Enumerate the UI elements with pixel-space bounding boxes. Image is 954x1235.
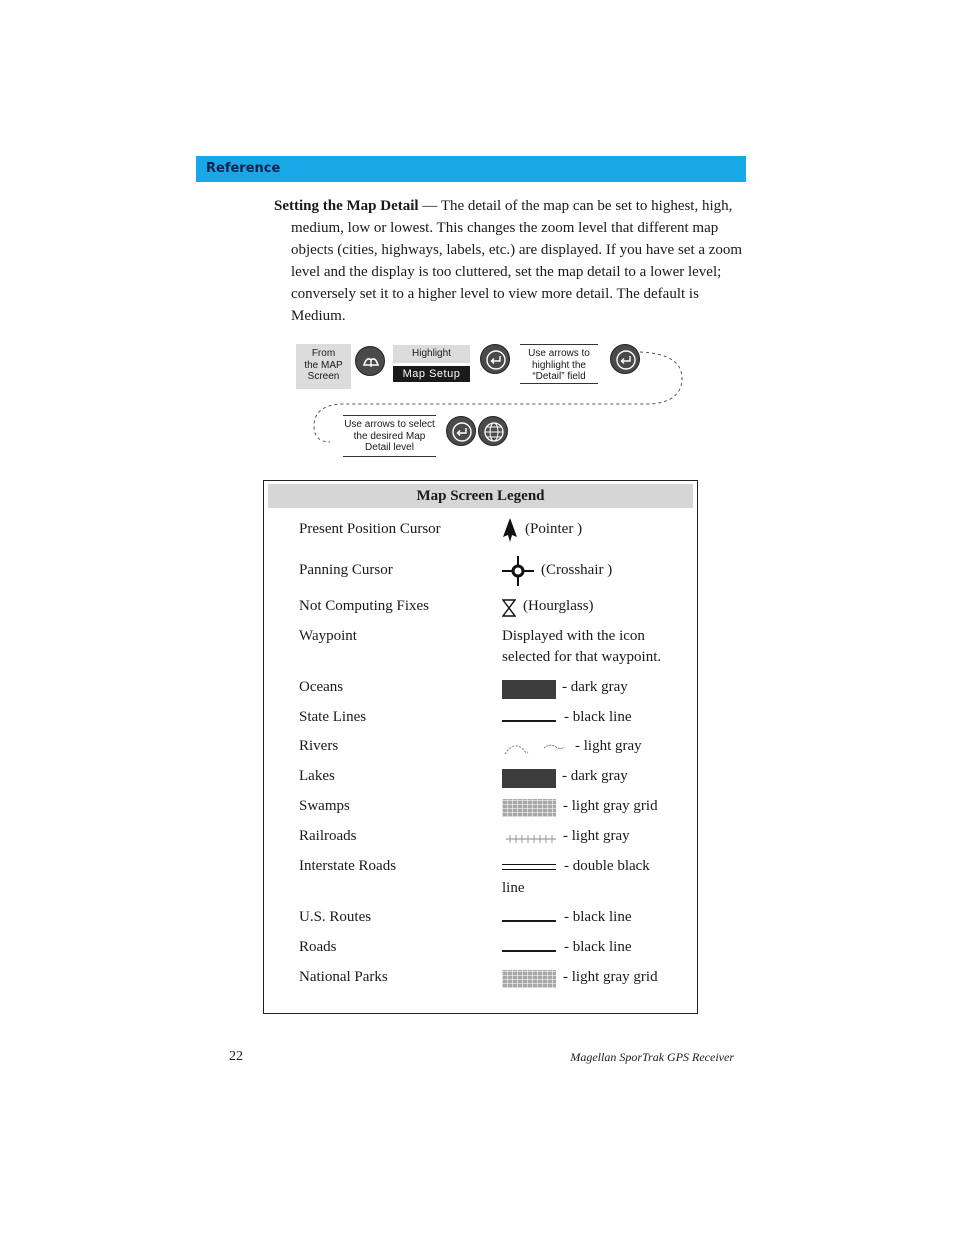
step-from-map-screen (296, 344, 351, 389)
legend-item-name: Rivers (299, 738, 339, 754)
railroad-swatch (502, 832, 558, 846)
step-select-detail-level (343, 415, 436, 457)
step-highlight: Highlight (393, 345, 470, 363)
legend-item-desc: - black line (564, 909, 632, 925)
legend-item-desc: - light gray grid (563, 798, 658, 814)
step-line: From (311, 348, 336, 359)
legend-item-desc: - double black (564, 858, 650, 874)
legend-item-desc: (Hourglass) (523, 598, 594, 614)
river-swatch (502, 738, 566, 758)
light-gray-grid-swatch (502, 970, 556, 988)
step-line: “Detail” field (532, 371, 586, 382)
pointer-icon (501, 517, 519, 543)
dark-gray-swatch (502, 769, 556, 788)
legend-item-name: Railroads (299, 828, 357, 844)
legend-title: Map Screen Legend (268, 484, 693, 508)
heading-dash: — (418, 198, 441, 214)
enter-button-icon (610, 344, 640, 374)
legend-item-desc: - black line (564, 709, 632, 725)
section-banner (196, 156, 746, 182)
step-line: Use arrows to select (344, 419, 435, 430)
legend-item-name: Roads (299, 939, 337, 955)
crosshair-icon (501, 555, 535, 587)
legend-item-name: State Lines (299, 709, 367, 725)
step-line: Screen (307, 371, 340, 382)
legend-item-name: Swamps (299, 798, 350, 814)
legend-item-desc: - black line (564, 939, 632, 955)
legend-item-name: Lakes (299, 768, 335, 784)
legend-item-desc: - dark gray (562, 679, 628, 695)
enter-button-icon (446, 416, 476, 446)
step-line: Use arrows to (528, 348, 590, 359)
paragraph-text: The detail of the map can be set to highest, high, medium, low or lowest. This changes the zoom level that different map objects (cities, highways, labels, etc.) are displayed. If you have set a zoom level and the display is too cluttered, set the map detail to a lower level; conversely set it to a higher level to view more detail. The default is Medium. (291, 198, 743, 324)
body-paragraph (274, 195, 747, 327)
step-line: highlight the (532, 359, 586, 371)
legend-item-desc: - light gray (575, 738, 642, 754)
enter-button-icon (480, 344, 510, 374)
legend-item-name: Panning Cursor (299, 562, 393, 578)
legend-item-name: Interstate Roads (299, 858, 397, 874)
legend-item-name: U.S. Routes (299, 909, 372, 925)
black-line-swatch (502, 920, 556, 922)
legend-item-desc: - dark gray (562, 768, 628, 784)
double-black-line-swatch (502, 864, 556, 870)
legend-item-desc: - light gray (563, 828, 630, 844)
black-line-swatch (502, 950, 556, 952)
paragraph-heading: Setting the Map Detail (274, 198, 419, 214)
legend-item-desc: Displayed with the icon selected for that waypoint. (502, 628, 662, 665)
legend-item-name: Present Position Cursor (299, 521, 441, 537)
step-highlight-detail (520, 344, 598, 384)
legend-item-desc: - light gray grid (563, 969, 658, 985)
hourglass-icon (502, 599, 516, 617)
black-line-swatch (502, 720, 556, 722)
step-line: the MAP (304, 359, 343, 371)
section-title: Reference (206, 161, 281, 176)
legend-item-name: National Parks (299, 969, 388, 985)
legend-item-desc: (Pointer ) (525, 521, 583, 537)
step-line: the desired Map (353, 430, 426, 442)
manual-title: Magellan SporTrak GPS Receiver (570, 1050, 734, 1064)
legend-item-desc-continued: line (502, 880, 525, 896)
dark-gray-swatch (502, 680, 556, 699)
light-gray-grid-swatch (502, 799, 556, 817)
legend-item-name: Oceans (299, 679, 344, 695)
legend-item-name: Not Computing Fixes (299, 598, 430, 614)
map-setup-menu-item: Map Setup (393, 366, 470, 382)
page-number: 22 (229, 1049, 243, 1064)
legend-item-desc: (Crosshair ) (541, 562, 613, 578)
menu-button-icon (355, 346, 385, 376)
legend-item-name: Waypoint (299, 628, 357, 644)
step-line: Detail level (365, 442, 414, 453)
globe-nav-button-icon (478, 416, 508, 446)
